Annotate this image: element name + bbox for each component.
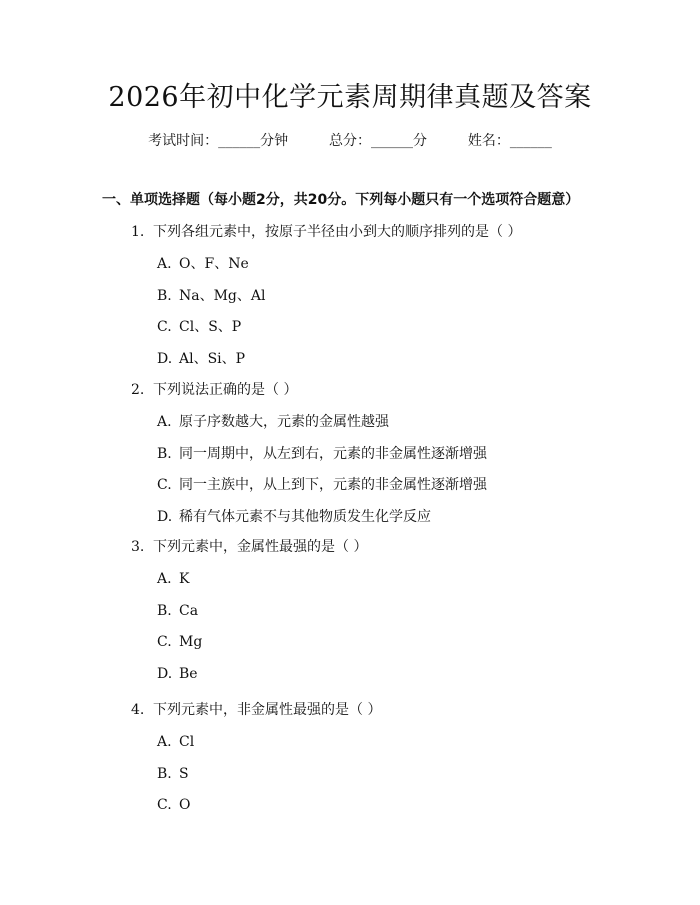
option-key: C. — [157, 797, 172, 813]
option-key: D. — [157, 666, 173, 682]
question-text: 下列元素中，非金属性最强的是（ ） — [153, 702, 382, 718]
option-text: 稀有气体元素不与其他物质发生化学反应 — [179, 509, 431, 525]
question-item — [131, 222, 521, 242]
question-item — [131, 537, 367, 557]
option-text: Cl — [179, 734, 195, 750]
answer-option — [157, 254, 249, 274]
option-text: Cl、S、P — [179, 319, 242, 335]
answer-option — [157, 286, 265, 306]
option-text: 同一主族中，从上到下，元素的非金属性逐渐增强 — [179, 477, 487, 493]
answer-option — [157, 795, 190, 815]
option-text: 同一周期中，从左到右，元素的非金属性逐渐增强 — [179, 446, 487, 462]
option-text: O、F、Ne — [179, 256, 249, 272]
option-text: Be — [179, 666, 198, 682]
answer-option — [157, 317, 241, 337]
answer-option — [157, 732, 194, 752]
question-number: 4. — [131, 702, 145, 718]
option-key: B. — [157, 446, 172, 462]
answer-option — [157, 664, 198, 684]
question-number: 3. — [131, 539, 145, 555]
answer-option — [157, 412, 389, 432]
exam-time-field: 考试时间：______分钟 — [148, 133, 289, 149]
question-number: 1. — [131, 224, 145, 240]
answer-option — [157, 764, 189, 784]
question-number: 2. — [131, 382, 145, 398]
page-title: 2026年初中化学元素周期律真题及答案 — [108, 82, 592, 113]
answer-option — [157, 569, 189, 589]
option-text: Al、Si、P — [179, 351, 246, 367]
option-text: O — [179, 797, 191, 813]
option-text: Ca — [179, 603, 199, 619]
answer-option — [157, 632, 202, 652]
option-key: B. — [157, 603, 172, 619]
section-title: 一、单项选择题（每小题2分，共20分。下列每小题只有一个选项符合题意） — [102, 192, 580, 208]
option-key: C. — [157, 319, 172, 335]
student-name-field: 姓名：______ — [467, 133, 552, 149]
option-key: B. — [157, 288, 172, 304]
question-item — [131, 380, 297, 400]
answer-option — [157, 601, 198, 621]
option-key: D. — [157, 509, 173, 525]
option-text: 原子序数越大，元素的金属性越强 — [179, 414, 389, 430]
answer-option — [157, 349, 245, 369]
option-key: A. — [157, 571, 172, 587]
question-text: 下列元素中，金属性最强的是（ ） — [153, 539, 368, 555]
option-text: Na、Mg、Al — [179, 288, 266, 304]
option-key: D. — [157, 351, 173, 367]
option-key: A. — [157, 414, 172, 430]
question-text: 下列说法正确的是（ ） — [153, 382, 298, 398]
answer-option — [157, 444, 487, 464]
question-text: 下列各组元素中，按原子半径由小到大的顺序排列的是（ ） — [153, 224, 522, 240]
option-key: C. — [157, 634, 172, 650]
answer-option — [157, 507, 431, 527]
option-key: A. — [157, 734, 172, 750]
option-text: Mg — [179, 634, 203, 650]
total-score-field: 总分：______分 — [329, 133, 427, 149]
option-text: S — [179, 766, 189, 782]
option-key: A. — [157, 256, 172, 272]
question-item — [131, 700, 381, 720]
option-key: C. — [157, 477, 172, 493]
answer-option — [157, 475, 487, 495]
option-key: B. — [157, 766, 172, 782]
option-text: K — [179, 571, 190, 587]
